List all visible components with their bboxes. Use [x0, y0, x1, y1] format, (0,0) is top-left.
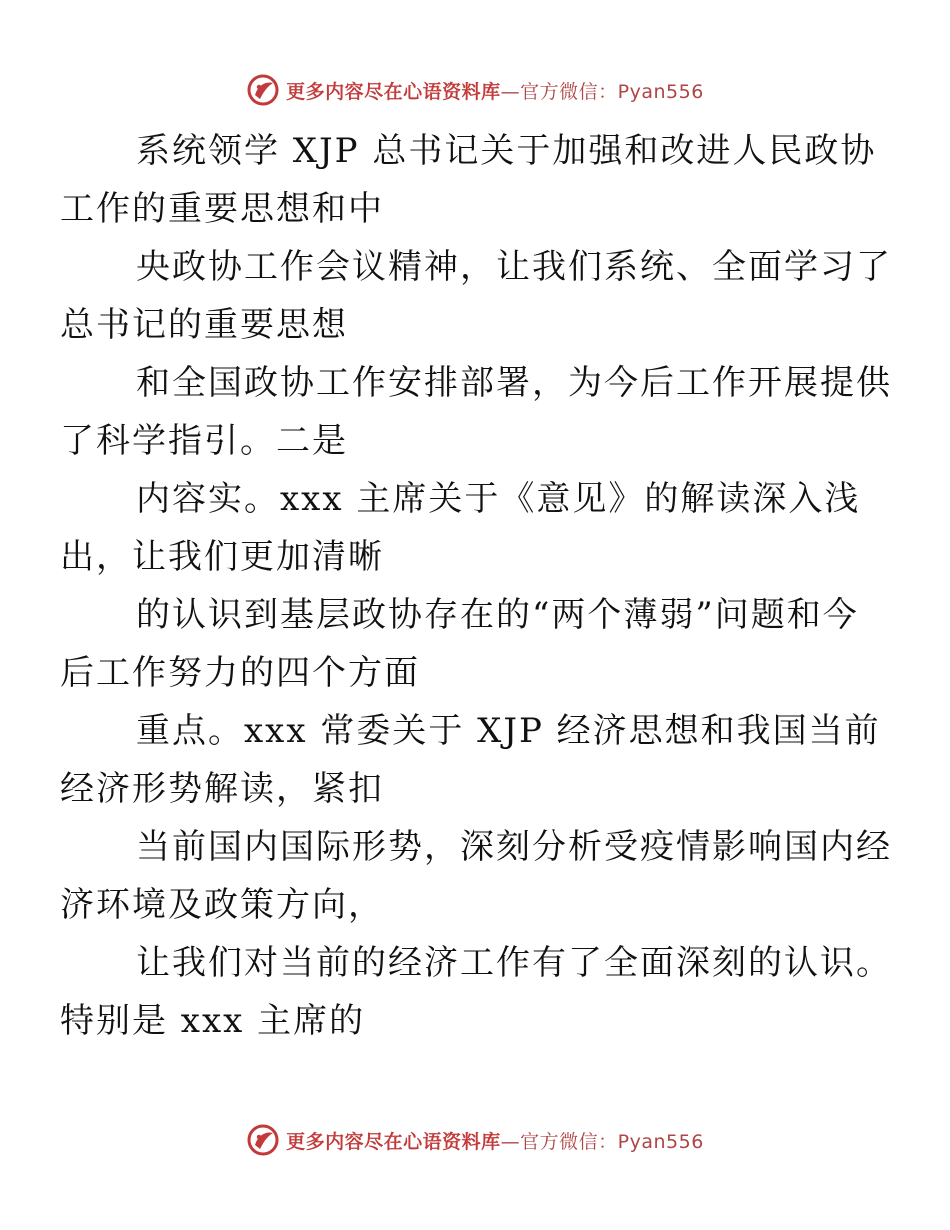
paragraph: [60, 702, 881, 818]
header-banner: [0, 70, 950, 110]
paragraph-line: 央政协工作会议精神，让我们系统、全面学习了: [136, 247, 892, 287]
paragraph: [60, 122, 877, 238]
paragraph-line: 当前国内国际形势，深刻分析受疫情影响国内经: [136, 827, 892, 867]
paragraph: [60, 470, 861, 586]
logo-icon: [246, 73, 280, 107]
paragraph-line-continued: 了科学指引。二是: [60, 421, 348, 461]
header-contact: 官方微信：Pyan556: [520, 80, 704, 103]
paragraph-line: 内容实。xxx 主席关于《意见》的解读深入浅: [136, 479, 861, 519]
logo-icon: [246, 1123, 280, 1157]
paragraph: [60, 934, 892, 1050]
footer-contact: 官方微信：Pyan556: [520, 1130, 704, 1153]
paragraph-line: 让我们对当前的经济工作有了全面深刻的认识。: [136, 943, 892, 983]
paragraph-line-continued: 后工作努力的四个方面: [60, 653, 420, 693]
footer-text: [286, 1127, 704, 1154]
paragraph-line-continued: 工作的重要思想和中: [60, 189, 384, 229]
footer-separator: —: [500, 1130, 521, 1153]
paragraph-line-continued: 出，让我们更加清晰: [60, 537, 384, 577]
footer-brand: 更多内容尽在心语资料库: [286, 1130, 501, 1153]
paragraph: [60, 818, 892, 934]
document-body: [60, 122, 892, 1050]
paragraph: [60, 238, 892, 354]
paragraph-line: 的认识到基层政协存在的“两个薄弱”问题和今: [136, 595, 859, 635]
header-separator: —: [500, 80, 521, 103]
paragraph-line-continued: 济环境及政策方向，: [60, 885, 384, 925]
header-text: [286, 77, 704, 104]
paragraph-line: 重点。xxx 常委关于 XJP 经济思想和我国当前: [136, 711, 881, 751]
header-brand: 更多内容尽在心语资料库: [286, 80, 501, 103]
paragraph-line-continued: 特别是 xxx 主席的: [60, 1001, 366, 1041]
paragraph-line: 系统领学 XJP 总书记关于加强和改进人民政协: [136, 131, 877, 171]
paragraph-line-continued: 总书记的重要思想: [60, 305, 348, 345]
paragraph: [60, 586, 859, 702]
paragraph: [60, 354, 892, 470]
paragraph-line: 和全国政协工作安排部署，为今后工作开展提供: [136, 363, 892, 403]
footer-banner: [0, 1120, 950, 1160]
paragraph-line-continued: 经济形势解读，紧扣: [60, 769, 384, 809]
